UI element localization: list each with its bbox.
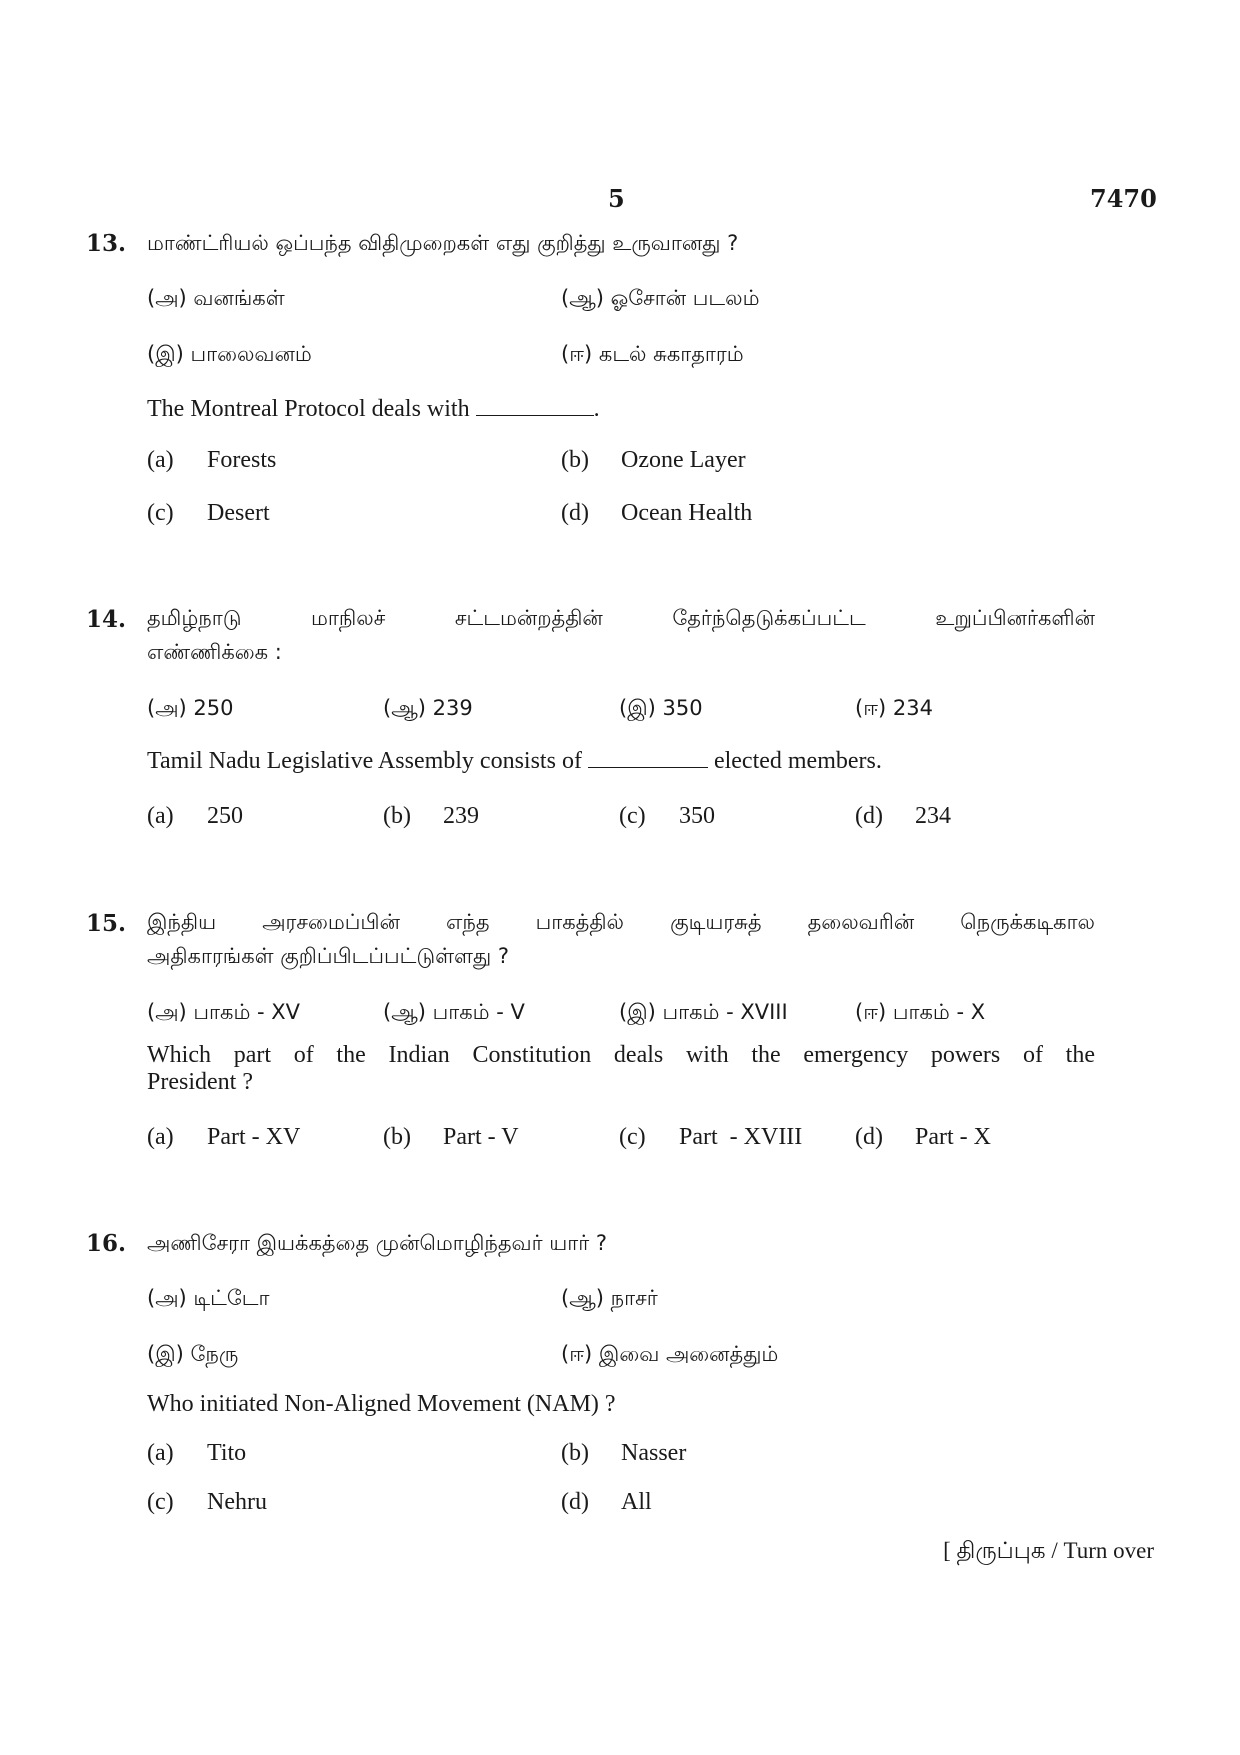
tamil-question-line-2: அதிகாரங்கள் குறிப்பிடப்பட்டுள்ளது ? [147, 944, 509, 968]
question-number: 13. [86, 230, 127, 257]
tamil-option-a: (அ) பாகம் - XV [147, 1000, 301, 1024]
english-option-c: (c) Part - XVIII [619, 1124, 803, 1150]
question-number: 14. [86, 606, 127, 633]
english-option-a: (a) Part - XV [147, 1124, 301, 1150]
english-question: The Montreal Protocol deals with . [147, 396, 600, 422]
tamil-question-line-2: எண்ணிக்கை : [147, 640, 282, 664]
tamil-option-a: (அ) 250 [147, 696, 234, 720]
english-option-b: (b) Ozone Layer [561, 447, 746, 473]
tamil-option-d: (ஈ) 234 [855, 696, 933, 720]
tamil-option-c: (இ) 350 [619, 696, 703, 720]
tamil-option-a: (அ) வனங்கள் [147, 286, 285, 310]
tamil-option-b: (ஆ) பாகம் - V [383, 1000, 525, 1024]
question-number: 15. [86, 910, 127, 937]
english-option-d: (d) 234 [855, 803, 951, 829]
english-option-c: (c) Desert [147, 500, 270, 526]
tamil-option-b: (ஆ) நாசர் [561, 1286, 658, 1310]
turn-over-note: [ திருப்புக / Turn over [943, 1538, 1154, 1563]
tamil-option-d: (ஈ) கடல் சுகாதாரம் [561, 342, 744, 366]
answer-blank [588, 749, 708, 768]
tamil-option-c: (இ) பாகம் - XVIII [619, 1000, 788, 1024]
english-option-a: (a) 250 [147, 803, 243, 829]
page-number: 5 [608, 184, 625, 213]
english-question-line-1: Which part of the Indian Constitution deals with the emergency powers of the [147, 1042, 1095, 1068]
tamil-question: அணிசேரா இயக்கத்தை முன்மொழிந்தவர் யார் ? [147, 1231, 608, 1255]
tamil-option-d: (ஈ) பாகம் - X [855, 1000, 986, 1024]
paper-code: 7470 [1090, 184, 1157, 213]
tamil-option-c: (இ) நேரு [147, 1342, 239, 1366]
tamil-question-line-1: தமிழ்நாடு மாநிலச் சட்டமன்றத்தின் தேர்ந்தெடுக்கப்பட்ட உறுப்பினர்களின் [147, 606, 1095, 630]
tamil-option-c: (இ) பாலைவனம் [147, 342, 312, 366]
english-option-b: (b) 239 [383, 803, 479, 829]
tamil-option-d: (ஈ) இவை அனைத்தும் [561, 1342, 779, 1366]
english-option-b: (b) Nasser [561, 1440, 687, 1466]
tamil-option-b: (ஆ) 239 [383, 696, 473, 720]
english-option-b: (b) Part - V [383, 1124, 519, 1150]
answer-blank [476, 397, 594, 416]
english-option-d: (d) All [561, 1489, 652, 1515]
english-option-c: (c) Nehru [147, 1489, 267, 1515]
english-option-c: (c) 350 [619, 803, 715, 829]
question-number: 16. [86, 1230, 127, 1257]
english-option-d: (d) Part - X [855, 1124, 991, 1150]
tamil-option-b: (ஆ) ஓசோன் படலம் [561, 286, 760, 310]
english-question-line-2: President ? [147, 1069, 253, 1095]
english-question: Tamil Nadu Legislative Assembly consists of elected members. [147, 748, 882, 774]
tamil-question-line-1: இந்திய அரசமைப்பின் எந்த பாகத்தில் குடியரசுத் தலைவரின் நெருக்கடிகால [147, 910, 1095, 934]
tamil-question: மாண்ட்ரியல் ஒப்பந்த விதிமுறைகள் எது குறித்து உருவானது ? [147, 231, 739, 255]
tamil-option-a: (அ) டிட்டோ [147, 1286, 270, 1310]
english-question: Who initiated Non-Aligned Movement (NAM) ? [147, 1391, 616, 1417]
english-option-a: (a) Forests [147, 447, 277, 473]
english-option-d: (d) Ocean Health [561, 500, 753, 526]
english-option-a: (a) Tito [147, 1440, 247, 1466]
